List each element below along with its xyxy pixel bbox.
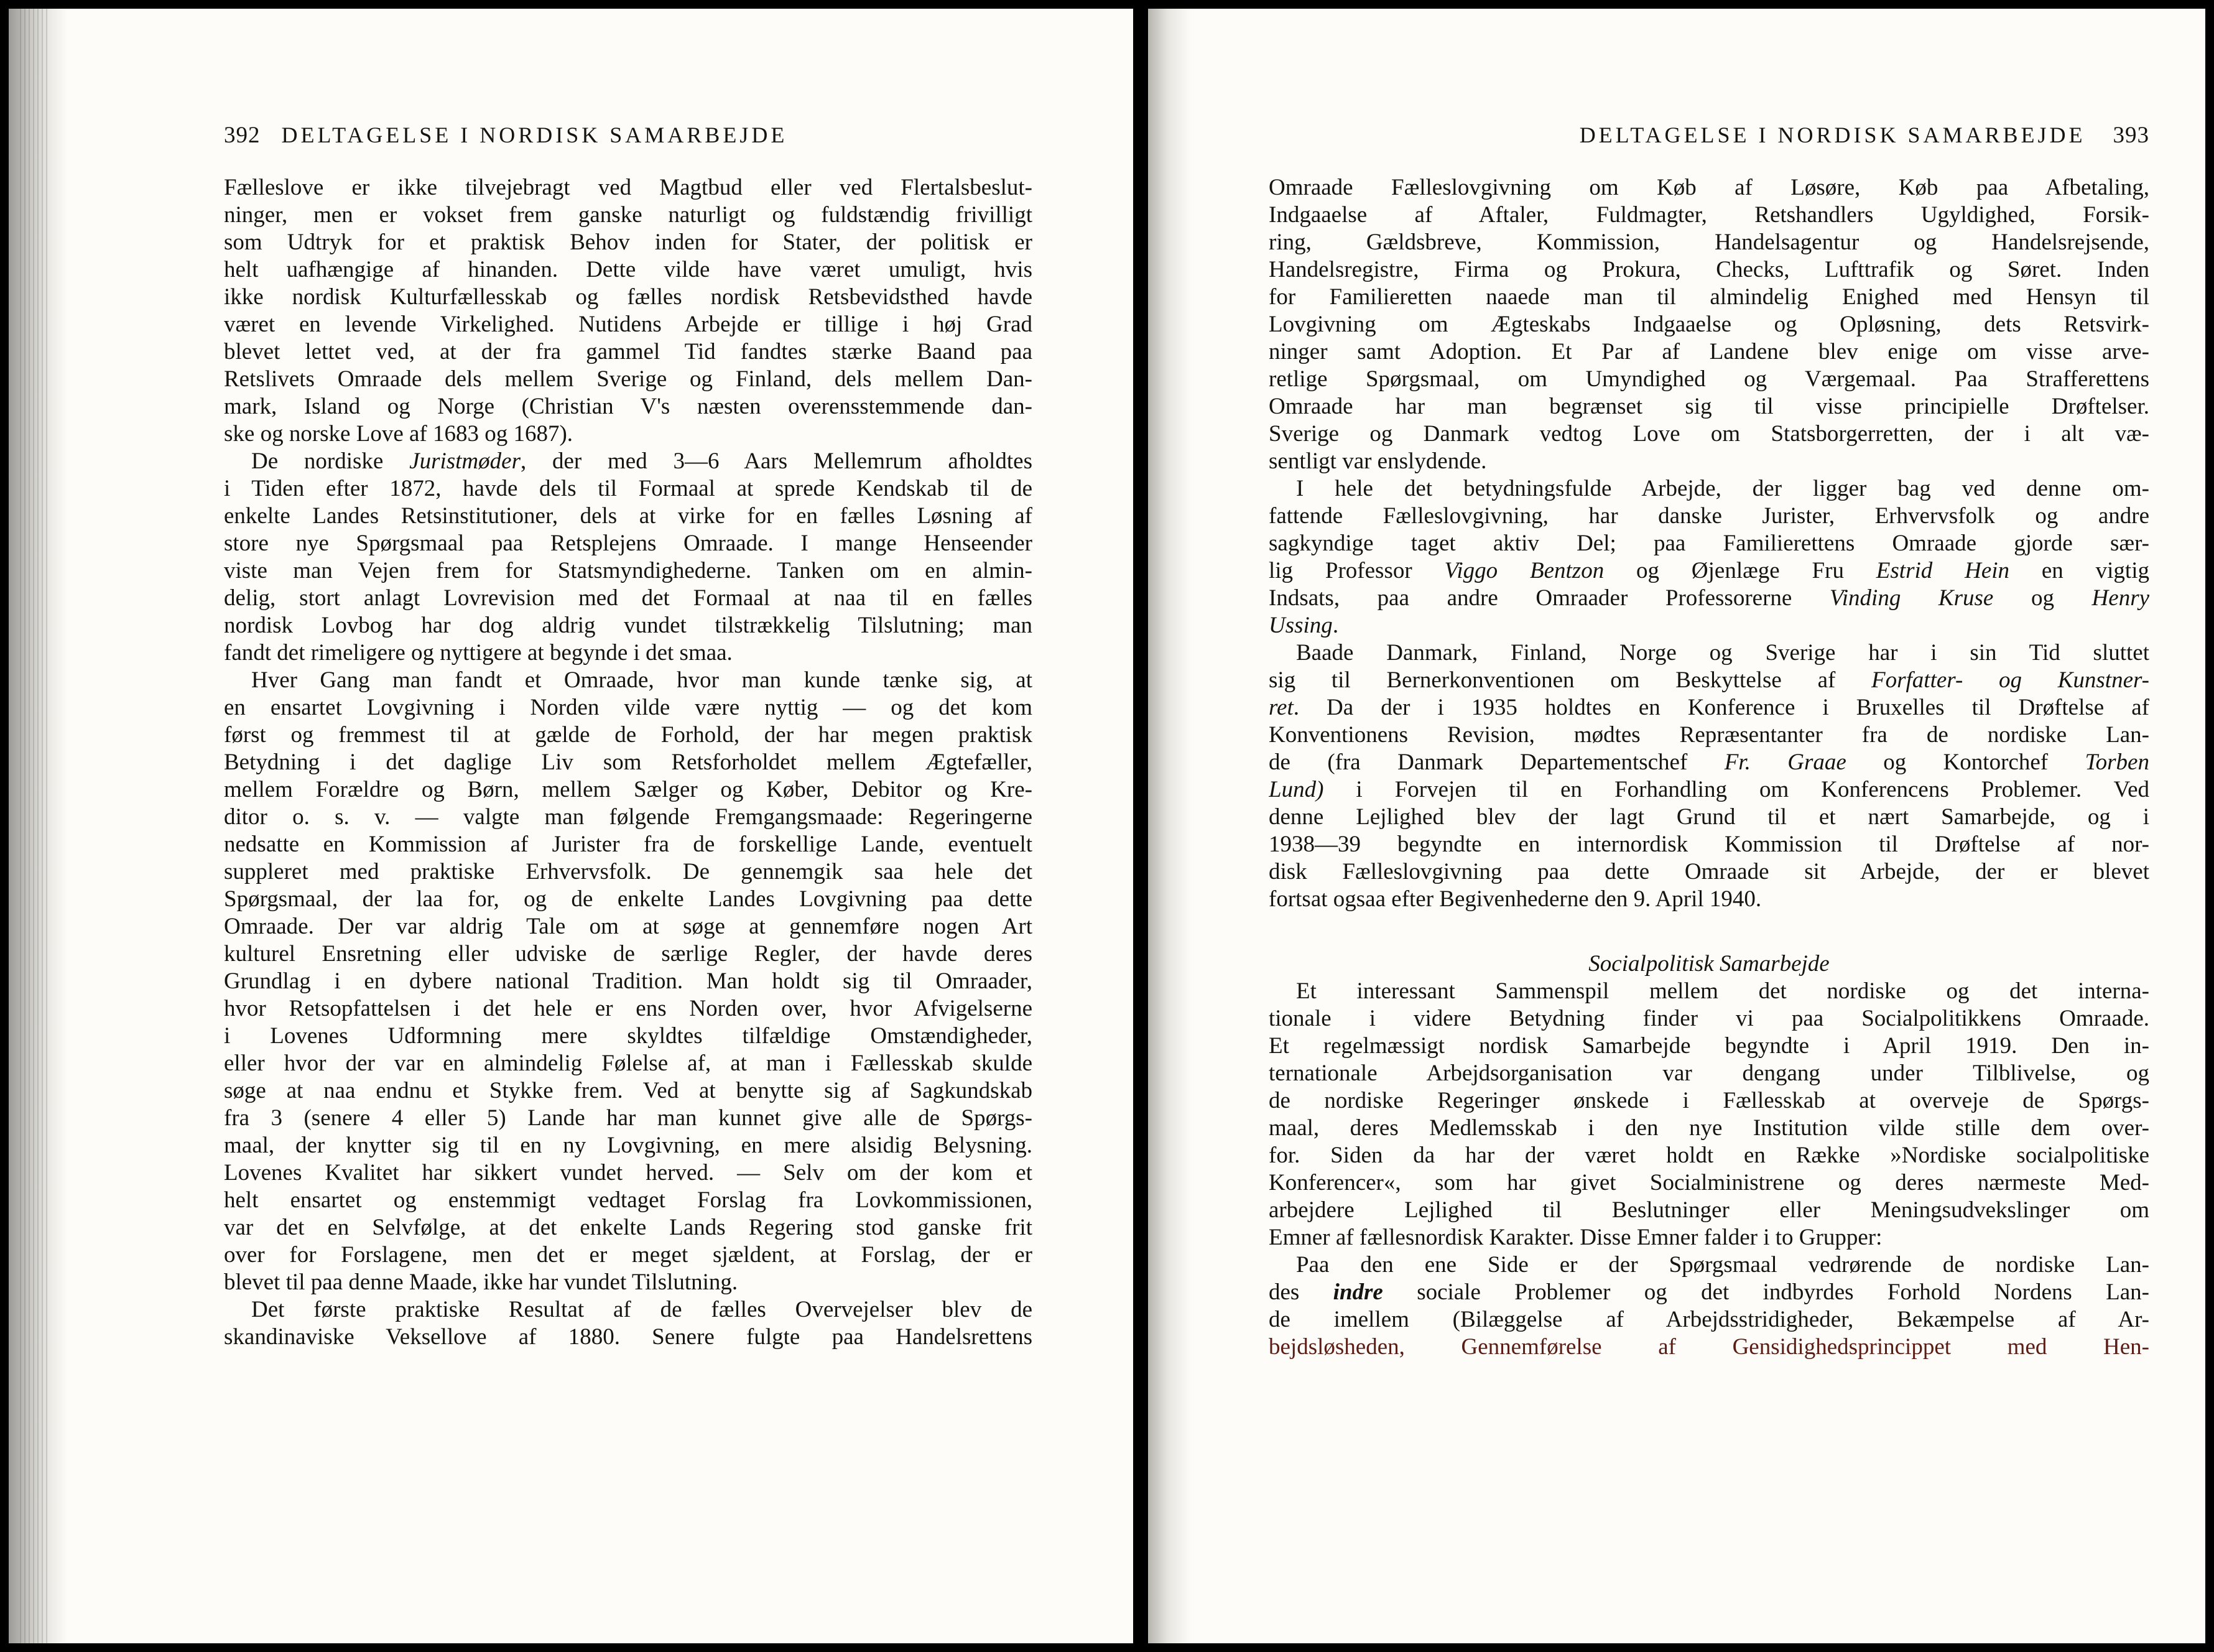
text-line: nordisk Lovbog har dog aldrig vundet tilstrækkelig Tilslutning; man bbox=[224, 613, 1032, 638]
text-line: Sverige og Danmark vedtog Love om Statsborgerretten, der i alt væ- bbox=[1269, 421, 2149, 447]
text-line: tionale i videre Betydning finder vi paa Socialpolitikkens Omraade. bbox=[1269, 1006, 2149, 1031]
text-line: helt ensartet og enstemmigt vedtaget Forslag fra Lovkommissionen, bbox=[224, 1187, 1032, 1213]
text-line: de imellem (Bilæggelse af Arbejdsstridigheder, Bekæmpelse af Ar- bbox=[1269, 1307, 2149, 1332]
text-line: en ensartet Lovgivning i Norden vilde være nyttig — og det kom bbox=[224, 695, 1032, 720]
text-line: over for Forslagene, men det er meget sjældent, at Forslag, der er bbox=[224, 1242, 1032, 1268]
left-running-title: DELTAGELSE I NORDISK SAMARBEJDE bbox=[281, 123, 788, 147]
text-line: Konventionens Revision, mødtes Repræsentanter fra de nordiske Lan- bbox=[1269, 722, 2149, 748]
right-page-number: 393 bbox=[2113, 123, 2149, 148]
text-line: ret. Da der i 1935 holdtes en Konference i Bruxelles til Drøftelse af bbox=[1269, 695, 2149, 720]
text-line: fra 3 (senere 4 eller 5) Lande har man kunnet give alle de Spørgs- bbox=[224, 1105, 1032, 1131]
text-line: fortsat ogsaa efter Begivenhederne den 9. April 1940. bbox=[1269, 886, 1762, 912]
right-running-head bbox=[1378, 119, 2149, 151]
text-line: mellem Forældre og Børn, mellem Sælger og Køber, Debitor og Kre- bbox=[224, 777, 1032, 802]
text-line: Indsats, paa andre Omraader Professorerne Vinding Kruse og Henry bbox=[1269, 585, 2149, 611]
text-line: været en levende Virkelighed. Nutidens Arbejde er tillige i høj Grad bbox=[224, 312, 1032, 337]
text-line: sig til Bernerkonventionen om Beskyttelse af Forfatter- og Kunstner- bbox=[1269, 667, 2149, 693]
text-line: 1938—39 begyndte en internordisk Kommission til Drøftelse af nor- bbox=[1269, 832, 2149, 857]
left-page-number: 392 bbox=[224, 123, 261, 148]
text-line: maal, deres Medlemsskab i den nye Institution vilde stille dem over- bbox=[1269, 1115, 2149, 1141]
right-page bbox=[1148, 9, 2205, 1643]
text-line: Lund) i Forvejen til en Forhandling om Konferencens Problemer. Ved bbox=[1269, 777, 2149, 802]
text-line: sentligt var enslydende. bbox=[1269, 448, 1487, 474]
text-line: maal, der knytter sig til en ny Lovgivning, en mere alsidig Belysning. bbox=[224, 1133, 1032, 1158]
text-line: Det første praktiske Resultat af de fælles Overvejelser blev de bbox=[251, 1297, 1032, 1322]
text-line: som Udtryk for et praktisk Behov inden for Stater, der politisk er bbox=[224, 230, 1032, 255]
text-line: Handelsregistre, Firma og Prokura, Checks, Lufttrafik og Søret. Inden bbox=[1269, 257, 2149, 282]
text-line: Omraade har man begrænset sig til visse principielle Drøftelser. bbox=[1269, 394, 2149, 419]
text-line: sagkyndige taget aktiv Del; paa Familierettens Omraade gjorde sær- bbox=[1269, 531, 2149, 556]
text-line: Grundlag i en dybere national Tradition. Man holdt sig til Omraader, bbox=[224, 968, 1032, 994]
text-line: Omraade. Der var aldrig Tale om at søge at gennemføre nogen Art bbox=[224, 914, 1032, 939]
text-line: fandt det rimeligere og nyttigere at begynde i det smaa. bbox=[224, 640, 733, 666]
text-line: ninger samt Adoption. Et Par af Landene blev enige om visse arve- bbox=[1269, 339, 2149, 364]
text-line: helt uafhængige af hinanden. Dette vilde have været umuligt, hvis bbox=[224, 257, 1032, 282]
text-line: i Tiden efter 1872, havde dels til Formaal at sprede Kendskab til de bbox=[224, 476, 1032, 501]
text-line: ring, Gældsbreve, Kommission, Handelsagentur og Handelsrejsende, bbox=[1269, 230, 2149, 255]
gutter-shadow bbox=[1148, 9, 1192, 1643]
text-line: disk Fælleslovgivning paa dette Omraade sit Arbejde, der er blevet bbox=[1269, 859, 2149, 884]
text-line: for Familieretten naaede man til almindelig Enighed med Hensyn til bbox=[1269, 284, 2149, 310]
text-line: arbejdere Lejlighed til Beslutninger eller Meningsudvekslinger om bbox=[1269, 1197, 2149, 1223]
text-line: ikke nordisk Kulturfællesskab og fælles nordisk Retsbevidsthed havde bbox=[224, 284, 1032, 310]
left-body-text bbox=[224, 174, 1032, 1351]
right-running-title: DELTAGELSE I NORDISK SAMARBEJDE bbox=[1579, 123, 2086, 147]
text-line: De nordiske Juristmøder, der med 3—6 Aars Mellemrum afholdtes bbox=[251, 448, 1032, 474]
text-line: delig, stort anlagt Lovrevision med det Formaal at naa til en fælles bbox=[224, 585, 1032, 611]
text-line: Lovenes Kvalitet har sikkert vundet herved. — Selv om der kom et bbox=[224, 1160, 1032, 1186]
section-heading: Socialpolitisk Samarbejde bbox=[1588, 951, 1830, 977]
text-line: Hver Gang man fandt et Omraade, hvor man kunde tænke sig, at bbox=[251, 667, 1032, 693]
text-line: denne Lejlighed blev der lagt Grund til et nært Samarbejde, og i bbox=[1269, 804, 2149, 830]
text-line: store nye Spørgsmaal paa Retsplejens Omraade. I mange Henseender bbox=[224, 531, 1032, 556]
text-line: viste man Vejen frem for Statsmyndighederne. Tanken om en almin- bbox=[224, 558, 1032, 583]
text-line: ternationale Arbejdsorganisation var dengang under Tilblivelse, og bbox=[1269, 1060, 2149, 1086]
text-line: for. Siden da har der været holdt en Række »Nordiske socialpolitiske bbox=[1269, 1143, 2149, 1168]
text-line: retlige Spørgsmaal, om Umyndighed og Værgemaal. Paa Strafferettens bbox=[1269, 366, 2149, 392]
text-line: først og fremmest til at gælde de Forhold, der har megen praktisk bbox=[224, 722, 1032, 748]
text-line: Konferencer«, som har givet Socialministrene og deres nærmeste Med- bbox=[1269, 1170, 2149, 1195]
text-line: ninger, men er vokset frem ganske naturligt og fuldstændig frivilligt bbox=[224, 202, 1032, 228]
text-line: i Lovenes Udformning mere skyldtes tilfældige Omstændigheder, bbox=[224, 1023, 1032, 1049]
text-line: var det en Selvfølge, at det enkelte Lands Regering stod ganske frit bbox=[224, 1215, 1032, 1240]
text-line: blevet til paa denne Maade, ikke har vundet Tilslutning. bbox=[224, 1269, 738, 1295]
text-line: mark, Island og Norge (Christian V's næsten overensstemmende dan- bbox=[224, 394, 1032, 419]
text-line: Indgaaelse af Aftaler, Fuldmagter, Retshandlers Ugyldighed, Forsik- bbox=[1269, 202, 2149, 228]
text-line: de (fra Danmark Departementschef Fr. Graae og Kontorchef Torben bbox=[1269, 749, 2149, 775]
text-line: Lovgivning om Ægteskabs Indgaaelse og Opløsning, dets Retsvirk- bbox=[1269, 312, 2149, 337]
text-line: søge at naa endnu et Stykke frem. Ved at benytte sig af Sagkundskab bbox=[224, 1078, 1032, 1103]
text-line: Omraade Fælleslovgivning om Køb af Løsøre, Køb paa Afbetaling, bbox=[1269, 175, 2149, 200]
text-line: Retslivets Omraade dels mellem Sverige og Finland, dels mellem Dan- bbox=[224, 366, 1032, 392]
text-line: I hele det betydningsfulde Arbejde, der ligger bag ved denne om- bbox=[1296, 476, 2149, 501]
text-line: Spørgsmaal, der laa for, og de enkelte Landes Lovgivning paa dette bbox=[224, 886, 1032, 912]
text-line: Baade Danmark, Finland, Norge og Sverige har i sin Tid sluttet bbox=[1296, 640, 2149, 666]
text-line: enkelte Landes Retsinstitutioner, dels at virke for en fælles Løsning af bbox=[224, 503, 1032, 529]
paragraph-spacer bbox=[1269, 913, 2149, 950]
text-line: eller hvor der var en almindelig Følelse af, at man i Fællesskab skulde bbox=[224, 1051, 1032, 1076]
page-stack-edges bbox=[20, 9, 47, 1643]
text-line: kulturel Ensretning eller udviske de særlige Regler, der havde deres bbox=[224, 941, 1032, 967]
left-page bbox=[9, 9, 1133, 1643]
text-line: Ussing. bbox=[1269, 613, 1339, 638]
text-line: Fælleslove er ikke tilvejebragt ved Magtbud eller ved Flertalsbeslut- bbox=[224, 175, 1032, 200]
text-line: Et regelmæssigt nordisk Samarbejde begyndte i April 1919. Den in- bbox=[1269, 1033, 2149, 1059]
text-line: des indre sociale Problemer og det indbyrdes Forhold Nordens Lan- bbox=[1269, 1279, 2149, 1305]
text-line: lig Professor Viggo Bentzon og Øjenlæge Fru Estrid Hein en vigtig bbox=[1269, 558, 2149, 583]
text-line: blevet lettet ved, at der fra gammel Tid fandtes stærke Baand paa bbox=[224, 339, 1032, 364]
text-line: nedsatte en Kommission af Jurister fra de forskellige Lande, eventuelt bbox=[224, 832, 1032, 857]
text-line: fattende Fælleslovgivning, har danske Jurister, Erhvervsfolk og andre bbox=[1269, 503, 2149, 529]
text-line: hvor Retsopfattelsen i det hele er ens Norden over, hvor Afvigelserne bbox=[224, 996, 1032, 1021]
right-body-text bbox=[1269, 174, 2149, 1361]
text-line: Betydning i det daglige Liv som Retsforholdet mellem Ægtefæller, bbox=[224, 749, 1032, 775]
text-line: Paa den ene Side er der Spørgsmaal vedrørende de nordiske Lan- bbox=[1296, 1252, 2149, 1278]
text-line: Et interessant Sammenspil mellem det nordiske og det interna- bbox=[1296, 978, 2149, 1004]
text-line: ditor o. s. v. — valgte man følgende Fremgangsmaade: Regeringerne bbox=[224, 804, 1032, 830]
text-line: de nordiske Regeringer ønskede i Fællesskab at overveje de Spørgs- bbox=[1269, 1088, 2149, 1113]
text-line: skandinaviske Veksellove af 1880. Senere fulgte paa Handelsrettens bbox=[224, 1324, 1032, 1350]
text-line: bejdsløsheden, Gennemførelse af Gensidighedsprincippet med Hen- bbox=[1269, 1334, 2149, 1360]
text-line: ske og norske Love af 1683 og 1687). bbox=[224, 421, 573, 447]
text-line: suppleret med praktiske Erhvervsfolk. De gennemgik saa hele det bbox=[224, 859, 1032, 884]
left-running-head bbox=[224, 119, 1032, 151]
text-line: Emner af fællesnordisk Karakter. Disse Emner falder i to Grupper: bbox=[1269, 1225, 1883, 1250]
